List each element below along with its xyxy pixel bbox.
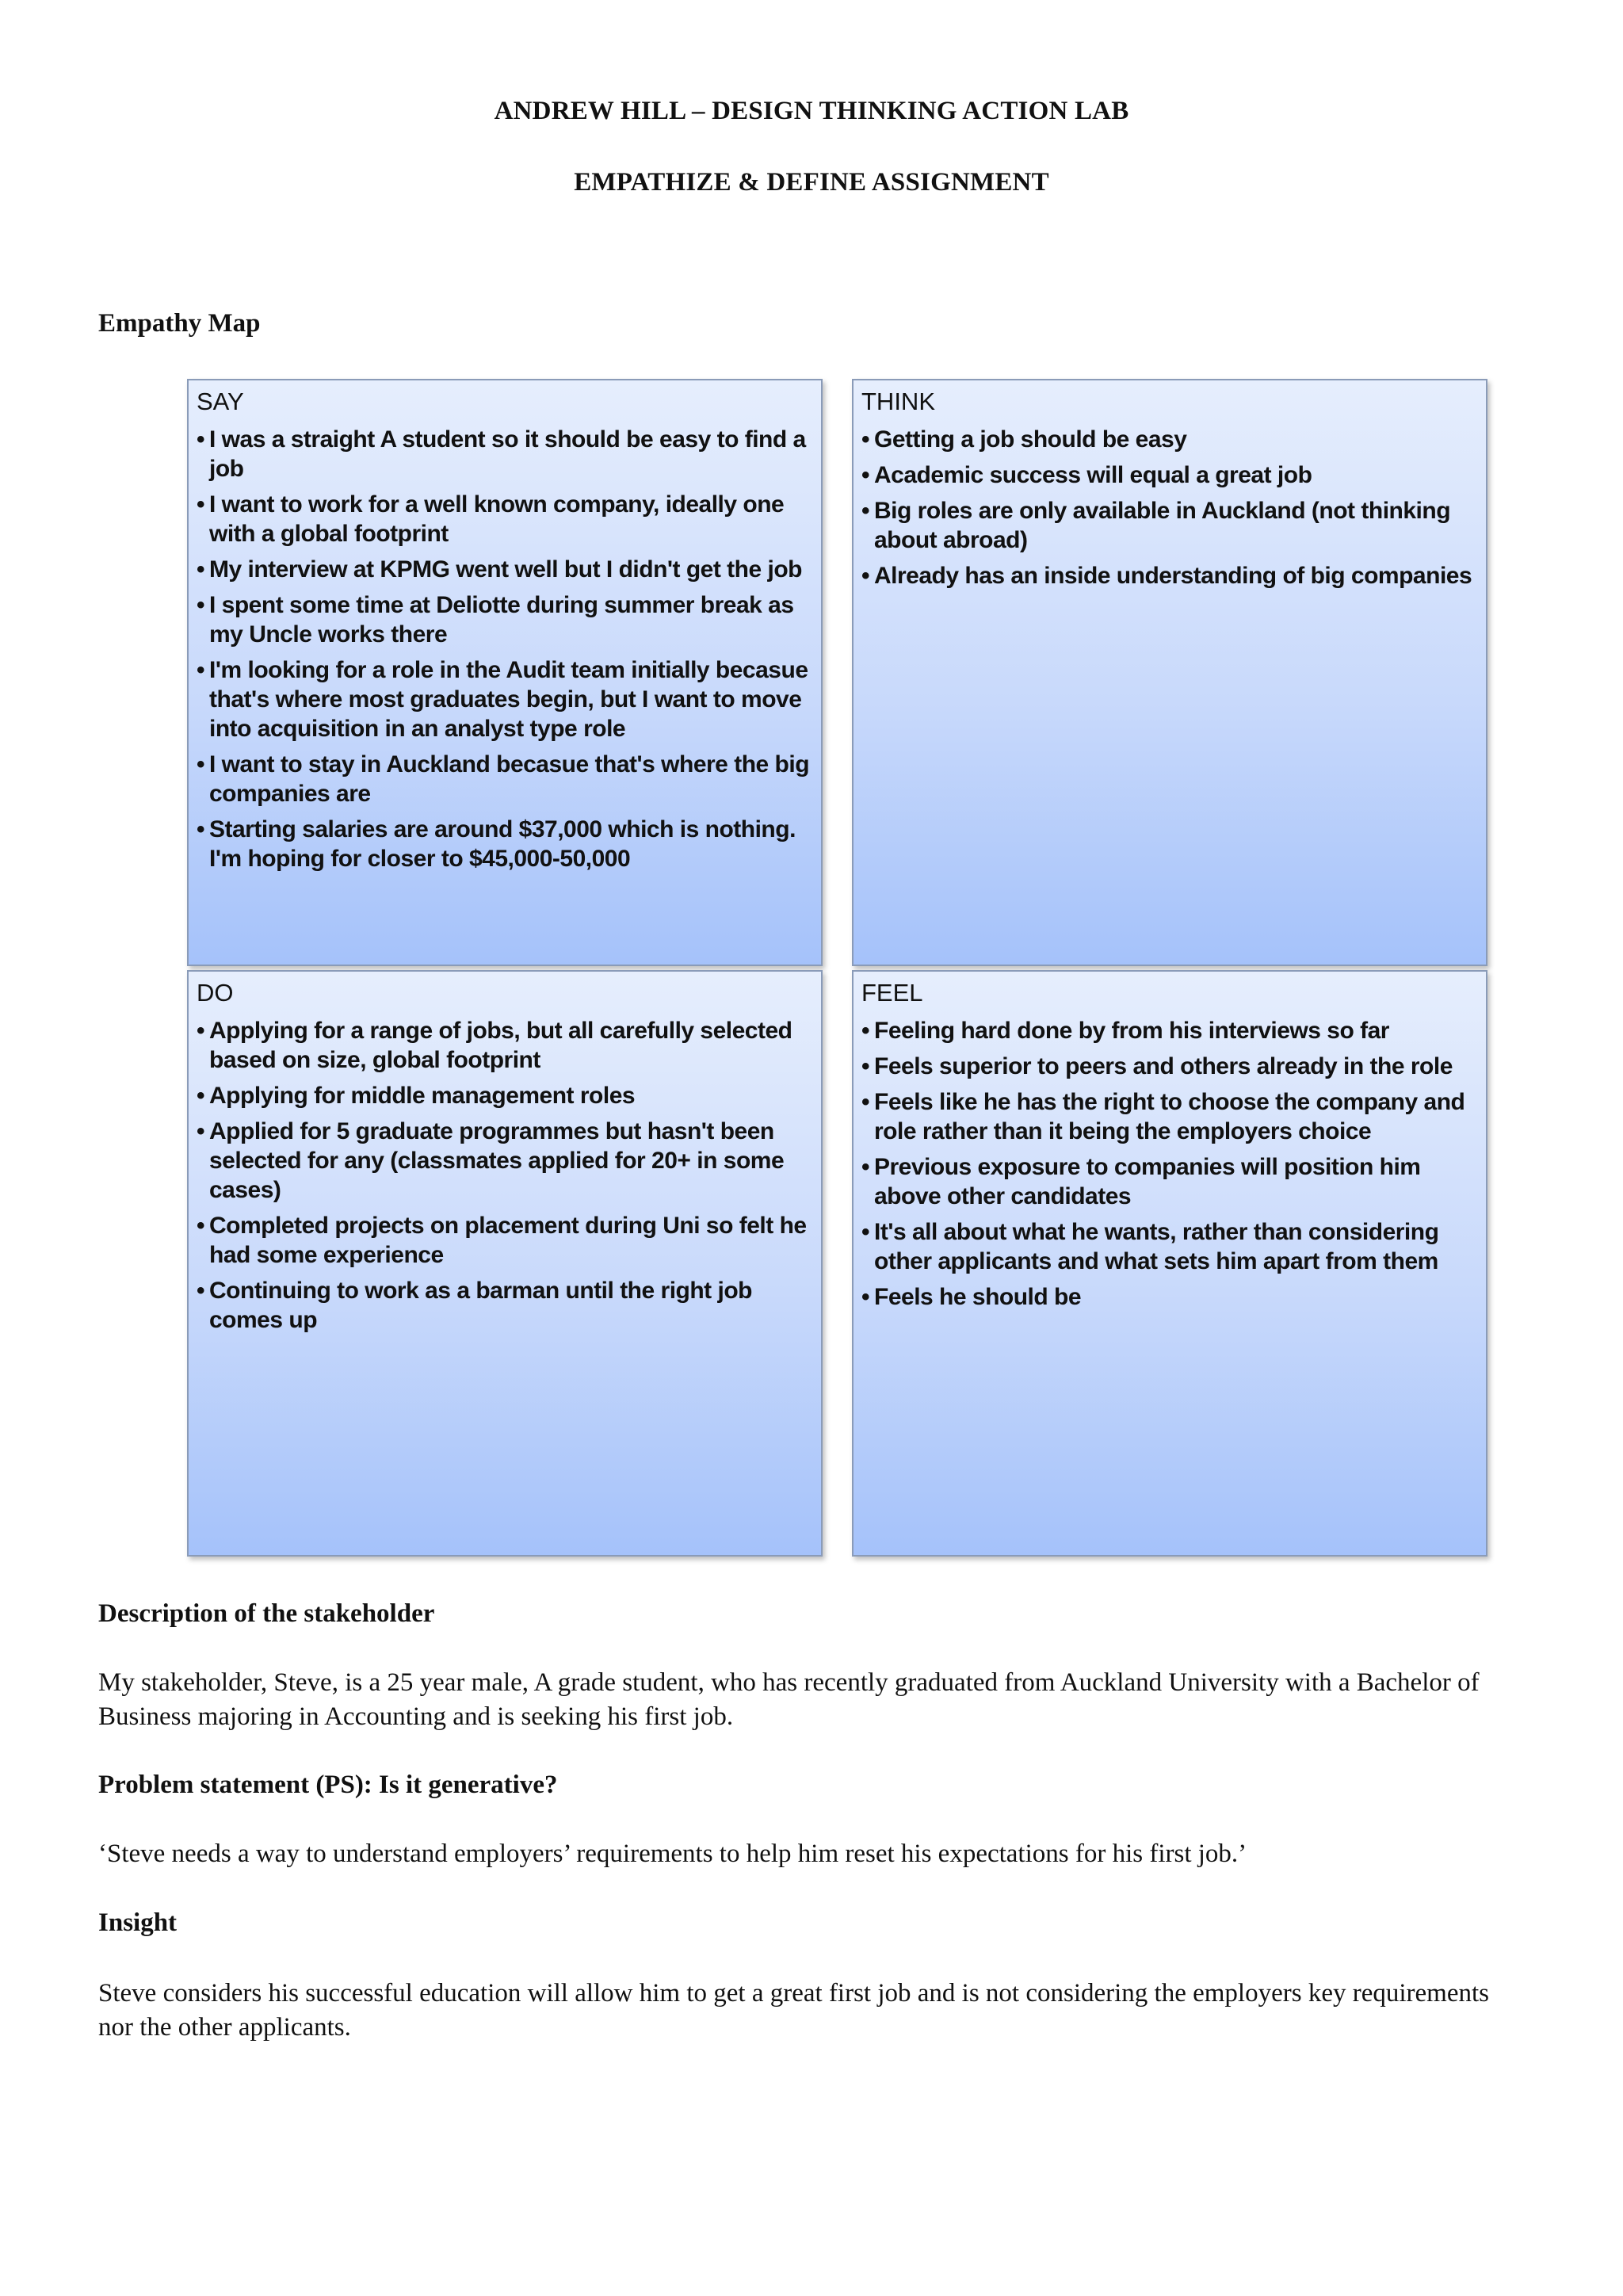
feel-item: • It's all about what he wants, rather than considering other applicants and what sets him apart from them xyxy=(861,1217,1478,1276)
say-item: • I want to work for a well known company, ideally one with a global footprint xyxy=(197,490,813,548)
think-list xyxy=(861,425,1478,590)
say-item: • I was a straight A student so it should be easy to find a job xyxy=(197,425,813,483)
think-item: • Getting a job should be easy xyxy=(861,425,1478,454)
do-item: • Applying for middle management roles xyxy=(197,1081,813,1110)
feel-item: • Previous exposure to companies will position him above other candidates xyxy=(861,1152,1478,1211)
think-item: • Big roles are only available in Auckland (not thinking about abroad) xyxy=(861,496,1478,555)
stakeholder-description: My stakeholder, Steve, is a 25 year male, A grade student, who has recently graduated from Auckland University with a Bachelor of Business majoring in Accounting and is seeking his first job. xyxy=(98,1668,1480,1731)
think-item: • Academic success will equal a great job xyxy=(861,460,1478,490)
do-item: • Applied for 5 graduate programmes but hasn't been selected for any (classmates applied for 20+ in some cases) xyxy=(197,1117,813,1205)
say-item: • I spent some time at Deliotte during summer break as my Uncle works there xyxy=(197,590,813,649)
feel-label: FEEL xyxy=(861,979,923,1007)
document-subtitle: EMPATHIZE & DEFINE ASSIGNMENT xyxy=(574,168,1049,197)
say-item: • Starting salaries are around $37,000 which is nothing. I'm hoping for closer to $45,000-50,000 xyxy=(197,815,813,873)
say-list xyxy=(197,425,813,873)
say-label: SAY xyxy=(197,388,244,415)
feel-item: • Feels like he has the right to choose the company and role rather than it being the employers choice xyxy=(861,1087,1478,1146)
think-item: • Already has an inside understanding of big companies xyxy=(861,561,1478,590)
say-quadrant xyxy=(187,379,823,966)
do-list xyxy=(197,1016,813,1335)
feel-item: • Feels he should be xyxy=(861,1282,1478,1312)
insight-heading: Insight xyxy=(98,1908,178,1937)
say-item: • I want to stay in Auckland becasue that's where the big companies are xyxy=(197,750,813,808)
problem-statement-heading: Problem statement (PS): Is it generative? xyxy=(98,1771,558,1799)
document-title: ANDREW HILL – DESIGN THINKING ACTION LAB xyxy=(494,97,1129,125)
empathy-map-heading: Empathy Map xyxy=(98,309,261,338)
feel-item: • Feels superior to peers and others already in the role xyxy=(861,1052,1478,1081)
stakeholder-heading: Description of the stakeholder xyxy=(98,1599,435,1628)
think-label: THINK xyxy=(861,388,935,415)
do-item: • Completed projects on placement during Uni so felt he had some experience xyxy=(197,1211,813,1270)
feel-quadrant xyxy=(852,970,1487,1557)
do-quadrant xyxy=(187,970,823,1557)
say-item: • My interview at KPMG went well but I didn't get the job xyxy=(197,555,813,584)
insight-text: Steve considers his successful education will allow him to get a great first job and is not considering the employers key requirements nor the other applicants. xyxy=(98,1979,1489,2042)
feel-list xyxy=(861,1016,1478,1312)
think-quadrant xyxy=(852,379,1487,966)
feel-item: • Feeling hard done by from his interviews so far xyxy=(861,1016,1478,1045)
do-item: • Continuing to work as a barman until the right job comes up xyxy=(197,1276,813,1335)
problem-statement-text: ‘Steve needs a way to understand employers’ requirements to help him reset his expectations for his first job.’ xyxy=(98,1839,1247,1868)
do-item: • Applying for a range of jobs, but all carefully selected based on size, global footprint xyxy=(197,1016,813,1075)
say-item: • I'm looking for a role in the Audit team initially becasue that's where most graduates begin, but I want to move into acquisition in an analyst type role xyxy=(197,655,813,743)
do-label: DO xyxy=(197,979,234,1007)
